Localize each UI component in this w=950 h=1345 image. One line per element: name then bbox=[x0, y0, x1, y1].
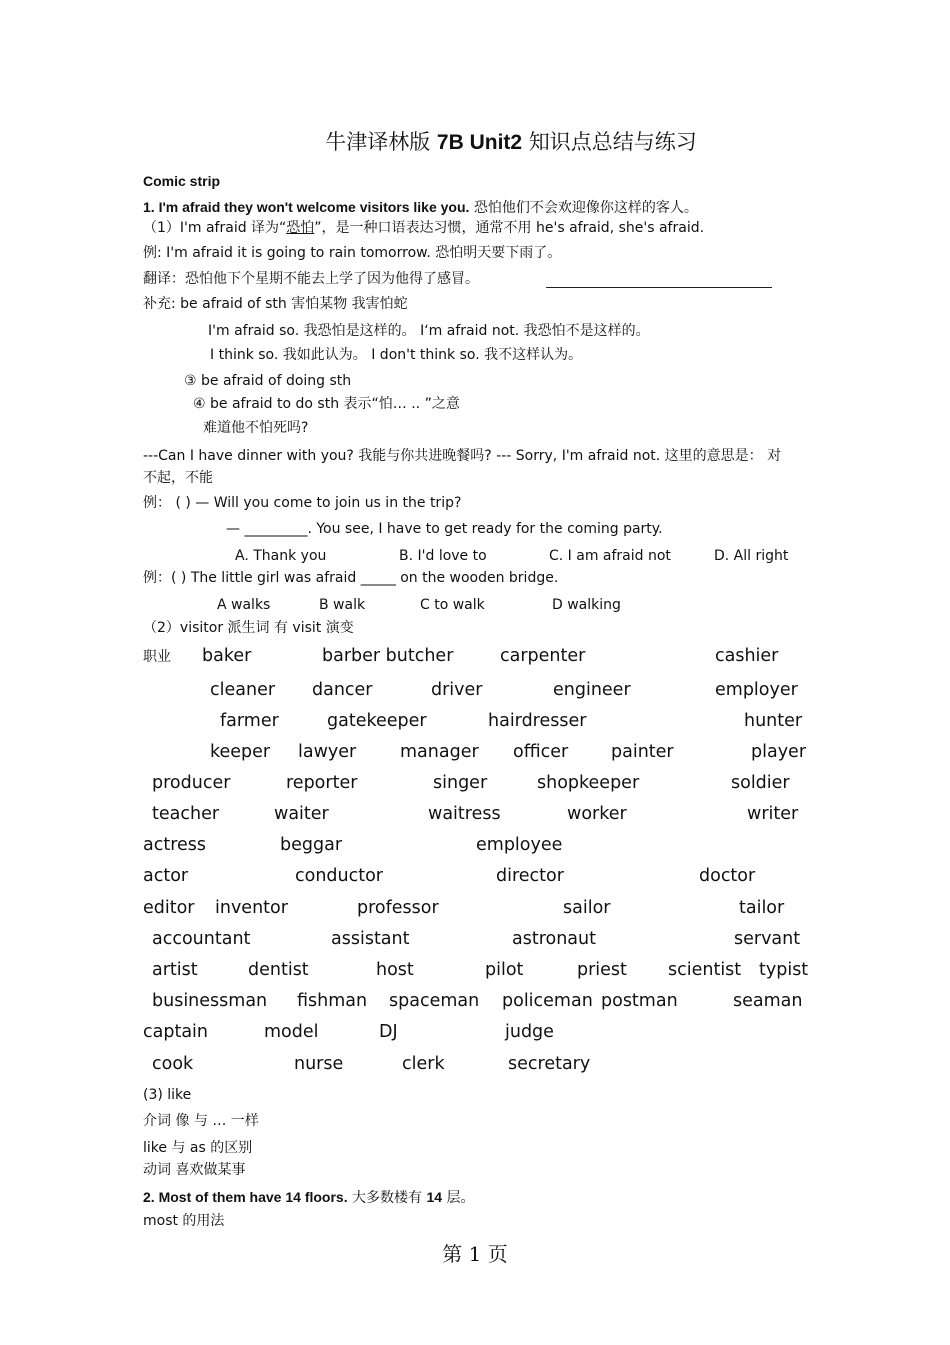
job-word: driver bbox=[431, 680, 483, 700]
job-word: hairdresser bbox=[488, 711, 587, 731]
job-word: pilot bbox=[485, 960, 524, 980]
think-so-line: I think so. 我如此认为。 I don't think so. 我不这样认为。 bbox=[210, 347, 583, 363]
job-word: fishman bbox=[297, 991, 368, 1011]
job-word: nurse bbox=[294, 1054, 344, 1074]
job-word: inventor bbox=[215, 898, 288, 918]
job-word: beggar bbox=[280, 835, 343, 855]
example-rain: 例: I'm afraid it is going to rain tomorrow. 恐怕明天要下雨了。 bbox=[143, 245, 562, 261]
question-line: 难道他不怕死吗? bbox=[203, 420, 309, 436]
exercise-2-option-d: D walking bbox=[552, 597, 621, 613]
job-word: scientist bbox=[668, 960, 742, 980]
exercise-1-question: 例： ( ) — Will you come to join us in the trip? bbox=[143, 495, 462, 511]
job-word: reporter bbox=[286, 773, 358, 793]
job-word: waiter bbox=[274, 804, 329, 824]
job-word: lawyer bbox=[298, 742, 357, 762]
job-word: soldier bbox=[731, 773, 790, 793]
job-word: accountant bbox=[152, 929, 251, 949]
like-verb: 动词 喜欢做某事 bbox=[143, 1162, 246, 1178]
job-word: spaceman bbox=[389, 991, 480, 1011]
job-word: player bbox=[751, 742, 807, 762]
answer-blank[interactable] bbox=[546, 287, 772, 288]
job-word: policeman bbox=[502, 991, 593, 1011]
job-word: employer bbox=[715, 680, 798, 700]
job-word: cashier bbox=[715, 646, 779, 666]
job-word: writer bbox=[747, 804, 799, 824]
job-word: engineer bbox=[553, 680, 631, 700]
job-word: officer bbox=[513, 742, 569, 762]
like-vs-as: like 与 as 的区别 bbox=[143, 1140, 253, 1156]
job-word: dentist bbox=[248, 960, 309, 980]
job-word: hunter bbox=[744, 711, 803, 731]
job-word: employee bbox=[476, 835, 563, 855]
dinner-dialogue: ---Can I have dinner with you? 我能与你共进晚餐吗? --- Sorry, I'm afraid not. 这里的意思是： 对 bbox=[143, 448, 782, 464]
page-number: 第 1 页 bbox=[442, 1242, 508, 1266]
point-2-heading: 2. Most of them have 14 floors. 大多数楼有 14 层。 bbox=[143, 1189, 475, 1206]
job-word: barber butcher bbox=[322, 646, 454, 666]
job-word: judge bbox=[505, 1022, 554, 1042]
job-word: astronaut bbox=[512, 929, 596, 949]
job-word: teacher bbox=[152, 804, 220, 824]
exercise-1-option-d: D. All right bbox=[714, 548, 789, 564]
job-word: cleaner bbox=[210, 680, 276, 700]
job-word: secretary bbox=[508, 1054, 591, 1074]
exercise-2-option-b: B walk bbox=[319, 597, 366, 613]
job-word: shopkeeper bbox=[537, 773, 640, 793]
job-word: keeper bbox=[210, 742, 271, 762]
job-word: servant bbox=[734, 929, 801, 949]
section-heading-comic-strip: Comic strip bbox=[143, 173, 221, 189]
dinner-dialogue-cont: 不起，不能 bbox=[143, 470, 213, 486]
job-word: conductor bbox=[295, 866, 384, 886]
job-word: worker bbox=[567, 804, 627, 824]
like-heading: (3) like bbox=[143, 1087, 192, 1103]
job-word: painter bbox=[611, 742, 674, 762]
job-word: cook bbox=[152, 1054, 194, 1074]
exercise-1-option-c: C. I am afraid not bbox=[549, 548, 671, 564]
usage-3: ③ be afraid of doing sth bbox=[184, 373, 352, 389]
job-word: businessman bbox=[152, 991, 268, 1011]
most-usage: most 的用法 bbox=[143, 1213, 225, 1229]
page-title: 牛津译林版 7B Unit2 知识点总结与练习 bbox=[325, 130, 697, 154]
job-word: assistant bbox=[331, 929, 410, 949]
job-word: gatekeeper bbox=[327, 711, 427, 731]
visitor-line: （2）visitor 派生词 有 visit 演变 bbox=[143, 620, 354, 636]
job-word: director bbox=[496, 866, 564, 886]
job-word: manager bbox=[400, 742, 479, 762]
job-word: waitress bbox=[428, 804, 501, 824]
usage-4: ④ be afraid to do sth 表示“怕… .. ”之意 bbox=[193, 396, 460, 412]
job-word: doctor bbox=[699, 866, 756, 886]
exercise-2-question: 例：( ) The little girl was afraid _____ on the wooden bridge. bbox=[143, 570, 559, 586]
job-word: model bbox=[264, 1022, 319, 1042]
exercise-1-option-a: A. Thank you bbox=[235, 548, 327, 564]
afraid-so-line: I'm afraid so. 我恐怕是这样的。 I‘m afraid not. 我恐怕不是这样的。 bbox=[208, 323, 650, 339]
job-word: tailor bbox=[739, 898, 785, 918]
job-word: professor bbox=[357, 898, 439, 918]
job-word: actor bbox=[143, 866, 189, 886]
job-word: clerk bbox=[402, 1054, 445, 1074]
supplement-line: 补充: be afraid of sth 害怕某物 我害怕蛇 bbox=[143, 296, 408, 312]
like-preposition: 介词 像 与 … 一样 bbox=[143, 1113, 259, 1129]
job-word: typist bbox=[759, 960, 809, 980]
occupation-label: 职业 bbox=[143, 649, 171, 665]
translation-task: 翻译：恐怕他下个星期不能去上学了因为他得了感冒。 bbox=[143, 271, 479, 287]
job-word: captain bbox=[143, 1022, 208, 1042]
job-word: carpenter bbox=[500, 646, 586, 666]
exercise-1-response: — _________. You see, I have to get ready for the coming party. bbox=[226, 521, 663, 537]
point-1-heading: 1. I'm afraid they won't welcome visitors like you. 恐怕他们不会欢迎像你这样的客人。 bbox=[143, 199, 698, 216]
job-word: actress bbox=[143, 835, 207, 855]
job-word: farmer bbox=[220, 711, 279, 731]
exercise-1-option-b: B. I'd love to bbox=[399, 548, 487, 564]
job-word: editor bbox=[143, 898, 195, 918]
job-word: artist bbox=[152, 960, 198, 980]
job-word: sailor bbox=[563, 898, 611, 918]
job-word: seaman bbox=[733, 991, 803, 1011]
point-1-explanation: （1）I'm afraid 译为“恐怕”，是一种口语表达习惯，通常不用 he's afraid, she's afraid. bbox=[143, 220, 705, 236]
job-word: priest bbox=[577, 960, 627, 980]
job-word: host bbox=[376, 960, 414, 980]
job-word: DJ bbox=[379, 1022, 398, 1042]
exercise-2-option-a: A walks bbox=[217, 597, 271, 613]
exercise-2-option-c: C to walk bbox=[420, 597, 485, 613]
job-word: dancer bbox=[312, 680, 373, 700]
job-word: postman bbox=[601, 991, 678, 1011]
job-word: producer bbox=[152, 773, 231, 793]
job-word: baker bbox=[202, 646, 252, 666]
job-word: singer bbox=[433, 773, 488, 793]
